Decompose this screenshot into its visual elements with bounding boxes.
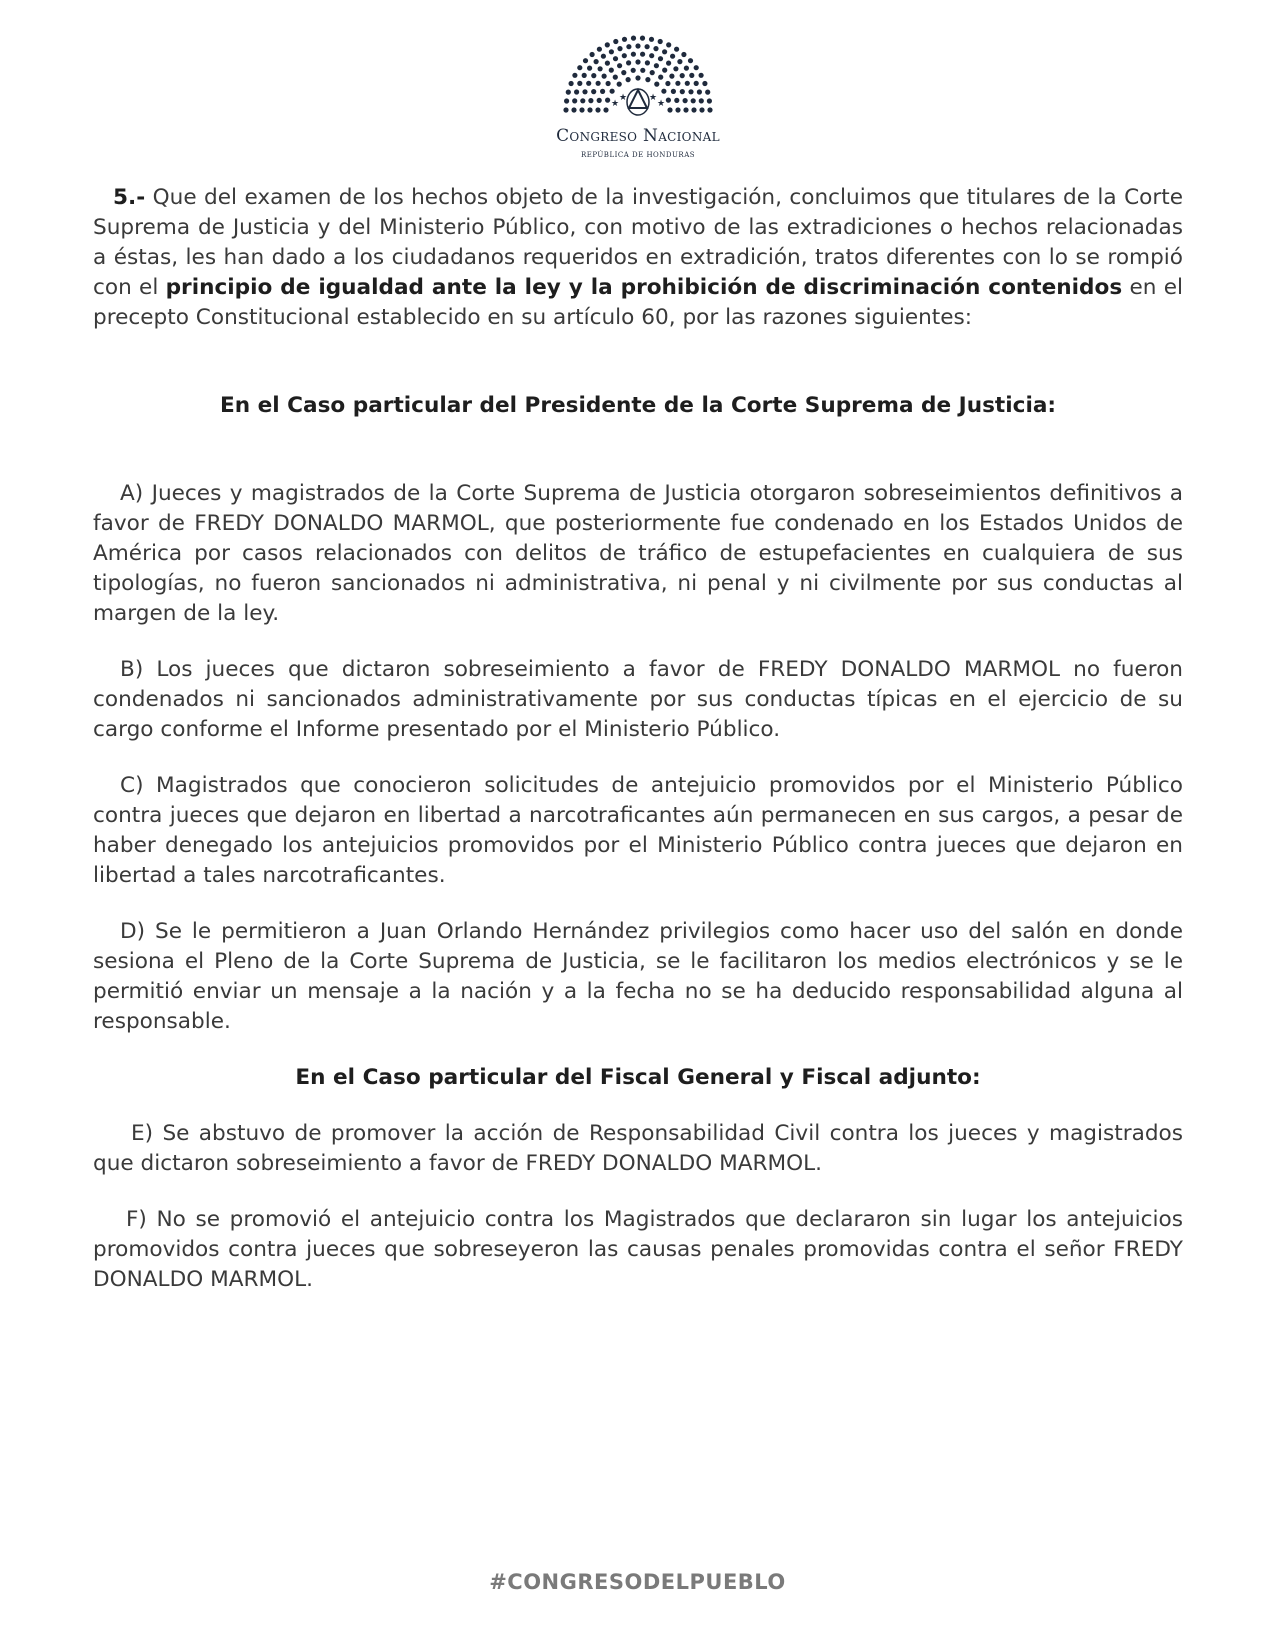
logo-subtitle: REPÚBLICA DE HONDURAS <box>580 151 696 159</box>
svg-text:★: ★ <box>656 99 666 109</box>
item-f: F) No se promovió el antejuicio contra los Magistrados que declararon sin lugar los antejuicios promovidos contra jueces que sobreseyeron las causas penales promovidas contra el señor FREDY DONALDO MARMOL. <box>93 1207 1183 1292</box>
heading-presidente-csj: En el Caso particular del Presidente de la Corte Suprema de Justicia: <box>219 393 1057 418</box>
paragraph-section-5 <box>93 183 1183 333</box>
item-c: C) Magistrados que conocieron solicitudes de antejuicio promovidos por el Ministerio Público contra jueces que dejaron en libertad a narcotraficantes aún permanecen en sus cargos, a pesar de haber denegado los antejuicios promovidos por el Ministerio Público contra jueces que dejaron en libertad a tales narcotraficantes. <box>93 773 1183 888</box>
hemicycle-seats-icon <box>563 28 713 124</box>
svg-text:★: ★ <box>618 93 628 103</box>
section-5-bold-text: principio de igualdad ante la ley y la prohibición de discriminación contenidos <box>165 275 1123 300</box>
congreso-nacional-logo <box>528 28 748 168</box>
item-e: E) Se abstuvo de promover la acción de Responsabilidad Civil contra los jueces y magistrados que dictaron sobreseimiento a favor de FREDY DONALDO MARMOL. <box>93 1121 1183 1176</box>
item-a: A) Jueces y magistrados de la Corte Suprema de Justicia otorgaron sobreseimientos definitivos a favor de FREDY DONALDO MARMOL, que posteriormente fue condenado en los Estados Unidos de América por casos relacionados con delitos de tráfico de estupefacientes en cualquiera de sus tipologías, no fueron sancionados ni administrativa, ni penal y ni civilmente por sus conductas al margen de la ley. <box>93 481 1183 626</box>
footer-hashtag: #CONGRESODELPUEBLO <box>489 1570 786 1594</box>
section-number: 5.- <box>113 185 146 210</box>
section-5-text-2: en el precepto Constitucional establecido en su artículo 60, por las razones siguientes: <box>93 275 1183 330</box>
logo-name: Congreso Nacional <box>556 126 720 146</box>
document-body <box>93 183 1183 1295</box>
item-d: D) Se le permitieron a Juan Orlando Hernández privilegios como hacer uso del salón en donde sesiona el Pleno de la Corte Suprema de Justicia, se le facilitaron los medios electrónicos y se le permitió enviar un mensaje a la nación y a la fecha no se ha deducido responsabilidad alguna al responsable. <box>93 919 1183 1034</box>
svg-text:★: ★ <box>648 93 658 103</box>
section-5-text-1: Que del examen de los hechos objeto de la investigación, concluimos que titulares de la Corte Suprema de Justicia y del Ministerio Público, con motivo de las extradiciones o hechos relacionadas a éstas, les han dado a los ciudadanos requeridos en extradición, tratos diferentes con lo se rompió con el <box>93 185 1183 300</box>
svg-text:★: ★ <box>610 99 620 109</box>
heading-fiscal-general: En el Caso particular del Fiscal General y Fiscal adjunto: <box>295 1065 981 1090</box>
item-b: B) Los jueces que dictaron sobreseimiento a favor de FREDY DONALDO MARMOL no fueron condenados ni sancionados administrativamente por sus conductas típicas en el ejercicio de su cargo conforme el Informe presentado por el Ministerio Público. <box>93 657 1183 742</box>
